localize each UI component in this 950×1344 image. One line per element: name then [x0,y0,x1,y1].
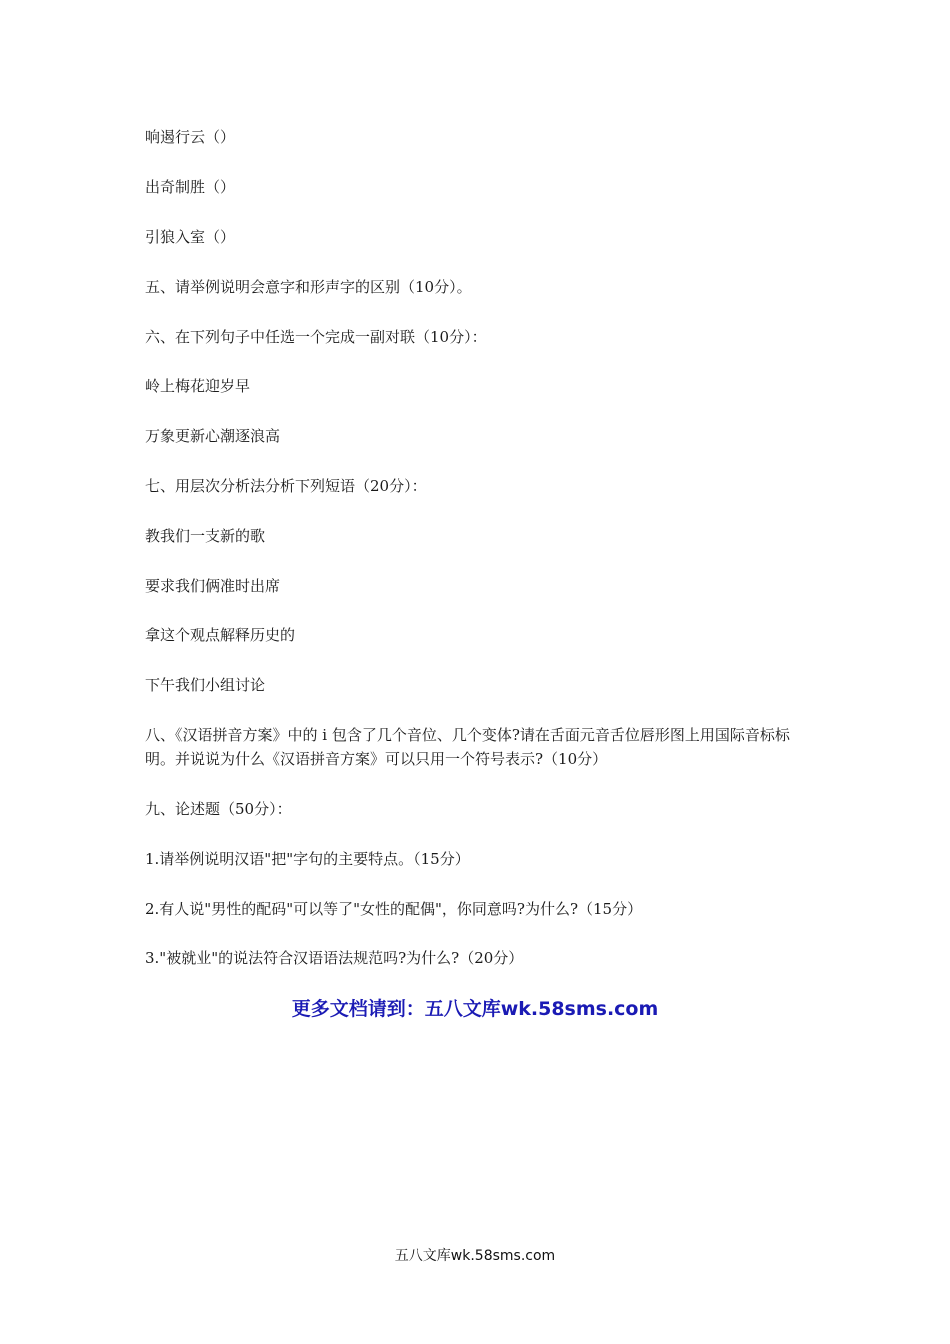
idiom-line-2: 出奇制胜（） [145,178,236,196]
essay-item-1: 1.请举例说明汉语"把"字句的主要特点。（15分） [145,850,470,868]
idiom-line-1: 响遏行云（） [145,128,236,146]
question-9: 九、论述题（50分）： [145,800,292,818]
question-6: 六、在下列句子中任选一个完成一副对联（10分）： [145,328,487,346]
question-5: 五、请举例说明会意字和形声字的区别（10分）。 [145,278,472,296]
essay-item-2: 2.有人说"男性的配码"可以等了"女性的配偶"，你同意吗?为什么?（15分） [145,900,643,918]
phrase-2: 要求我们俩准时出席 [145,577,281,595]
question-7: 七、用层次分析法分析下列短语（20分）： [145,477,427,495]
phrase-3: 拿这个观点解释历史的 [145,626,296,644]
phrase-1: 教我们一支新的歌 [145,527,266,545]
couplet-option-1: 岭上梅花迎岁早 [145,377,251,395]
idiom-line-3: 引狼入室（） [145,228,236,246]
page-footer: 五八文库wk.58sms.com [394,1248,556,1264]
couplet-option-2: 万象更新心潮逐浪高 [145,427,281,445]
promo-link[interactable]: 更多文档请到：五八文库wk.58sms.com [291,998,659,1020]
essay-item-3: 3."被就业"的说法符合汉语语法规范吗?为什么?（20分） [145,949,524,967]
question-8: 八、《汉语拼音方案》中的 i 包含了几个音位、几个变体?请在舌面元音舌位唇形图上用国际音标标明。并说说为什么《汉语拼音方案》可以只用一个符号表示?（10分） [145,726,790,768]
phrase-4: 下午我们小组讨论 [145,676,266,694]
